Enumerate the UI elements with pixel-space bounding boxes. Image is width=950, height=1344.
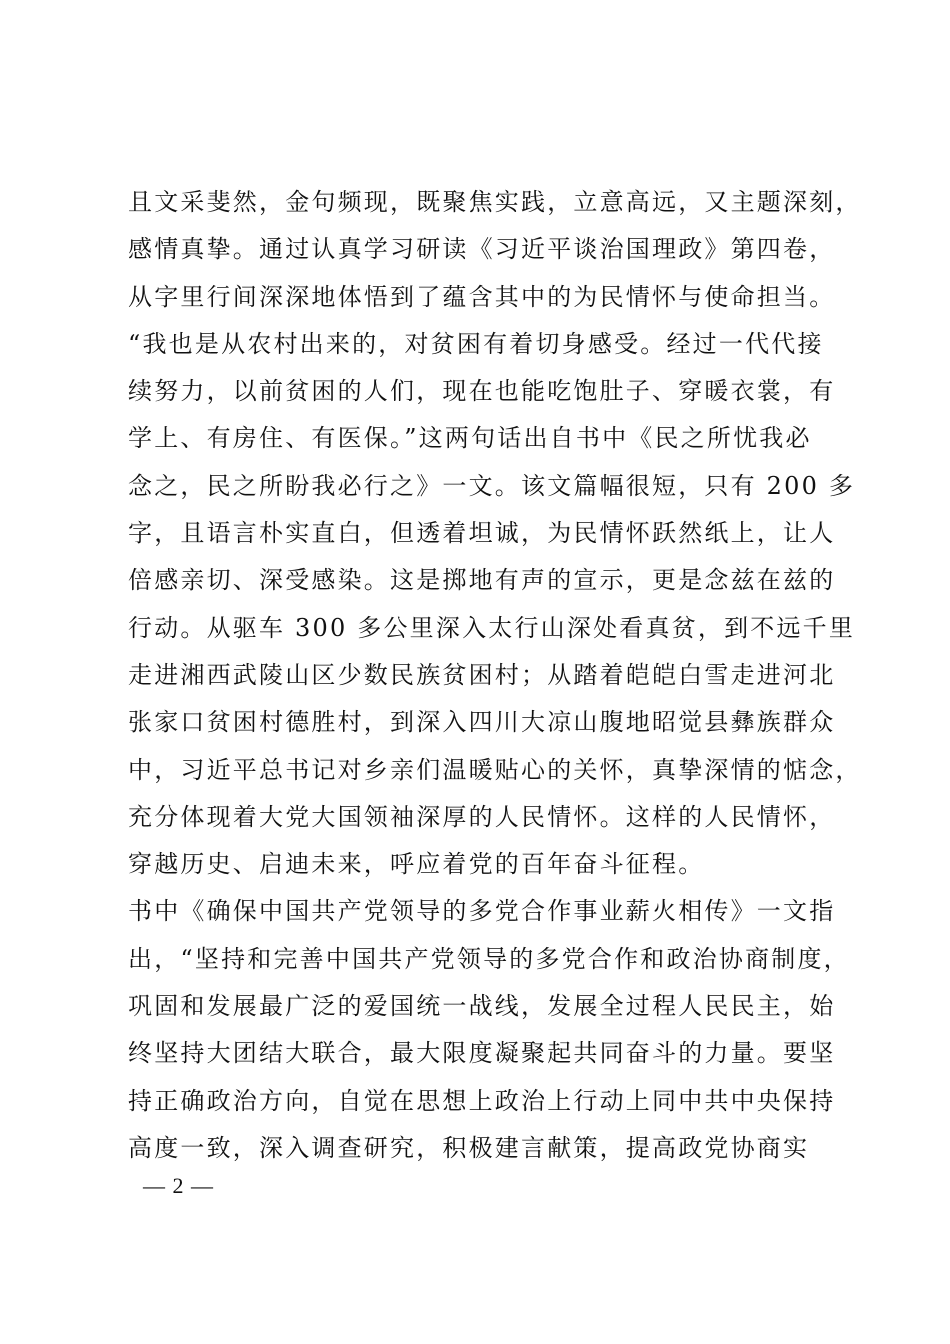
text-line: 感情真挚。通过认真学习研读《习近平谈治国理政》第四卷，	[128, 235, 836, 264]
text-line: “我也是从农村出来的，对贫困有着切身感受。经过一代代接	[128, 329, 824, 358]
text-line: 中，习近平总书记对乡亲们温暖贴心的关怀，真挚深情的惦念，	[128, 755, 862, 784]
text-line: 学上、有房住、有医保。”这两句话出自书中《民之所忧我必	[128, 424, 812, 453]
text-line: 字，且语言朴实直白，但透着坦诚，为民情怀跃然纸上，让人	[128, 519, 836, 548]
text-line: 张家口贫困村德胜村，到深入四川大凉山腹地昭觉县彝族群众	[128, 708, 836, 737]
text-line: 终坚持大团结大联合，最大限度凝聚起共同奋斗的力量。要坚	[128, 1039, 836, 1068]
text-line: 持正确政治方向，自觉在思想上政治上行动上同中共中央保持	[128, 1086, 836, 1115]
text-line: 且文采斐然，金句频现，既聚焦实践，立意高远，又主题深刻，	[128, 188, 862, 216]
page-number: — 2 —	[143, 1173, 214, 1198]
body-text	[128, 179, 862, 1172]
text-line: 念之，民之所盼我必行之》一文。该文篇幅很短，只有 200 多	[128, 471, 856, 500]
text-line: 高度一致，深入调查研究，积极建言献策，提高政党协商实	[128, 1133, 810, 1162]
text-line: 出，“坚持和完善中国共产党领导的多党合作和政治协商制度，	[128, 944, 850, 973]
text-line: 续努力，以前贫困的人们，现在也能吃饱肚子、穿暖衣裳，有	[128, 377, 836, 406]
text-line: 倍感亲切、深受感染。这是掷地有声的宣示，更是念兹在兹的	[128, 566, 836, 595]
text-line: 走进湘西武陵山区少数民族贫困村；从踏着皑皑白雪走进河北	[128, 660, 836, 689]
text-line: 行动。从驱车 300 多公里深入太行山深处看真贫，到不远千里	[128, 613, 856, 642]
text-line: 从字里行间深深地体悟到了蕴含其中的为民情怀与使命担当。	[128, 282, 836, 311]
text-line: 巩固和发展最广泛的爱国统一战线，发展全过程人民民主，始	[128, 992, 836, 1021]
text-line: 穿越历史、启迪未来，呼应着党的百年奋斗征程。	[128, 850, 705, 879]
text-line: 充分体现着大党大国领袖深厚的人民情怀。这样的人民情怀，	[128, 802, 836, 831]
text-line: 书中《确保中国共产党领导的多党合作事业薪火相传》一文指	[128, 897, 836, 926]
